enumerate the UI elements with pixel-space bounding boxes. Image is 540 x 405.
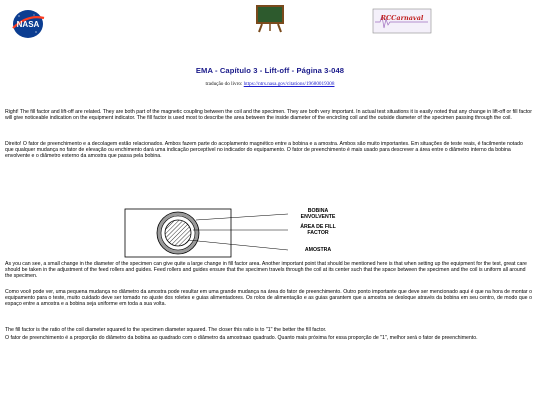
svg-text:NASA: NASA bbox=[16, 20, 40, 29]
paragraph-english-2: As you can see, a small change in the diameter of the specimen can give quite a large change in fill factor area. Another important point that should be mentioned here is that when setting up the equipment for the test, great care should be taken in the adjustment of the feed rollers and guides. Feed rollers and guides ensure that the specimen travels through the coil at its center such that the space between the specimen and the coil is uniform all around the specimen. bbox=[5, 261, 527, 280]
label-fill-factor-area: ÁREA DE FILL FACTOR bbox=[300, 224, 336, 236]
credit-prefix: tradução do livro: bbox=[205, 81, 243, 87]
svg-text:RCCarnaval: RCCarnaval bbox=[380, 14, 424, 22]
paragraph-english-1: Right! The fill factor and lift-off are related. They are both part of the magnetic coupling between the coil and the specimen. They are both very important. In actual test situations it is easily noted that any change in lift-off or fill factor will give noticeable indication on the equipment indicator. The fill factor is used most to describe the area between the inside diameter of the encircling coil and the outside diameter of the specimen passing through the coil. bbox=[5, 109, 532, 122]
coil-diagram bbox=[124, 207, 304, 261]
paragraph-portuguese-1: Direito! O fator de preenchimento e a decolagem estão relacionados. Ambos fazem parte do acoplamento magnético entre a bobina e a amostra. Ambos são muito importantes. Em situações de teste reais, é facilmente notado que qualquer mudança no fator de elevação ou enchimento dará uma indicação perceptível no indicador do equipamento. O fator de preenchimento é mais usado para descrever a área entre o diâmetro interno da bobina envolvente e o diâmetro externo da amostra que passa pela bobina. bbox=[5, 141, 523, 160]
sample-cross-section bbox=[165, 220, 191, 246]
label-sample: AMOSTRA bbox=[304, 247, 332, 253]
chalkboard-icon bbox=[254, 3, 286, 33]
translation-credit bbox=[0, 81, 540, 87]
nasa-logo bbox=[9, 8, 47, 40]
rc-carnaval-logo bbox=[372, 8, 432, 34]
paragraph-english-3: The fill factor is the ratio of the coil diameter squared to the specimen diameter squared. The closer this ratio is to "1" the better the fill factor. bbox=[5, 327, 327, 333]
page-title: EMA - Capítulo 3 - Lift-off - Página 3-048 bbox=[195, 66, 345, 75]
label-coil: BOBINA ENVOLVENTE bbox=[300, 208, 336, 220]
source-link[interactable]: https://ntrs.nasa.gov/citations/19680019308 bbox=[243, 81, 335, 87]
paragraph-portuguese-2: Como você pode ver, uma pequena mudança no diâmetro da amostra pode resultar em uma grande mudança na área do fator de preenchimento. Outro ponto importante que deve ser mencionado aqui é que na hora de montar o equipamento para o teste, muito cuidado deve ser tomado no ajuste dos roletes e guias alimentadores. Os rolos de alimentação e as guias garantem que a amostra se desloque através da bobina em seu centro, de modo que o espaço entre a amostra e a bobina seja uniforme em toda a sua volta. bbox=[5, 289, 532, 308]
paragraph-portuguese-3: O fator de preenchimento é a proporção do diâmetro da bobina ao quadrado com o diâmetro da amostraao quadrado. Quanto mais próxima for essa proporção de "1", melhor será o fator de preenchimento. bbox=[5, 335, 478, 341]
